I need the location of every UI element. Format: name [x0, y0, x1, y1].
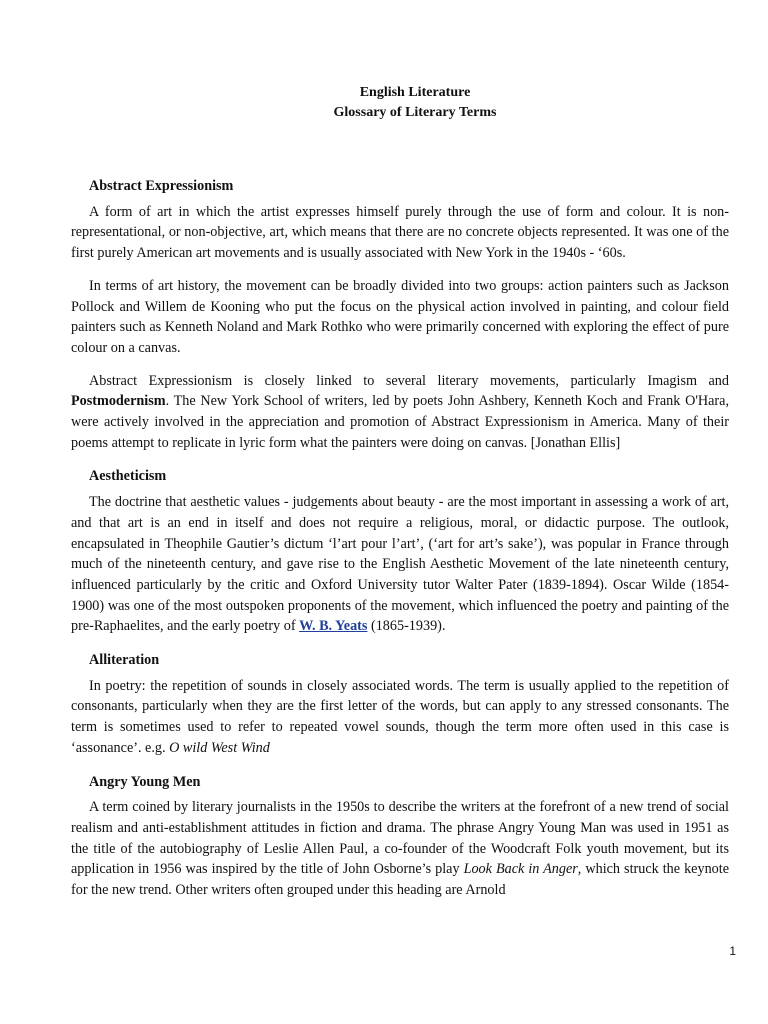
term-alliteration: Alliteration [89, 652, 160, 669]
paragraph-text: , which struck the keynote for the new trend. Other writers often grouped under this heading are Arnold [71, 861, 729, 899]
paragraph-text: A term coined by literary journalists in the 1950s to describe the writers at the forefront of a new trend of social realism and anti-establishment attitudes in fiction and drama. The phrase Angry Young Man was used in 1951 as the title of the autobiography of Leslie Allen Paul, a co-founder of the Woodcraft Folk youth movement, but its application in 1956 was inspired by the title of John Osborne’s play [71, 799, 729, 878]
example-quote: O wild West Wind [169, 739, 270, 756]
yeats-link[interactable]: W. B. Yeats [299, 618, 368, 635]
definition-paragraph [71, 676, 729, 759]
document-subtitle: Glossary of Literary Terms [333, 105, 497, 120]
document-title: English Literature [359, 85, 471, 100]
definition-paragraph [71, 797, 729, 901]
cross-reference-postmodernism: Postmodernism [71, 393, 166, 410]
paragraph-text: (1865-1939). [367, 618, 446, 635]
paragraph-text: In poetry: the repetition of sounds in closely associated words. The term is usually applied to the repetition of consonants, particularly when they are the first letter of the words, but can apply to any stressed consonants. The term is sometimes used to refer to repeated vowel sounds, though the term more often used in this case is ‘assonance’. e.g. [71, 677, 729, 756]
page-number: 1 [729, 944, 736, 958]
term-aestheticism: Aestheticism [89, 468, 167, 485]
paragraph-text: The doctrine that aesthetic values - judgements about beauty - are the most important in assessing a work of art, and that art is an end in itself and does not require a religious, moral, or didactic purpose. The outlook, encapsulated in Theophile Gautier’s dictum ‘l’art pour l’art’, (‘art for art’s sake’), was popular in France through much of the nineteenth century, and gave rise to the English Aesthetic Movement of the late nineteenth century, influenced particularly by the critic and Oxford University tutor Walter Pater (1839-1894). Oscar Wilde (1854-1900) was one of the most outspoken proponents of the movement, which influenced the poetry and painting of the pre-Raphaelites, and the early poetry of [71, 494, 729, 635]
definition-paragraph: In terms of art history, the movement can be broadly divided into two groups: action painters such as Jackson Pollock and Willem de Kooning who put the focus on the physical action involved in painting, and colour field painters such as Kenneth Noland and Mark Rothko who were primarily concerned with exploring the effect of pure colour on a canvas. [71, 277, 729, 356]
definition-paragraph [71, 371, 729, 454]
document-header [0, 83, 768, 123]
definition-paragraph: A form of art in which the artist expresses himself purely through the use of form and colour. It is non-representational, or non-objective, art, which means that there are no concrete objects represented. It was one of the first purely American art movements and is usually associated with New York in the 1940s - ‘60s. [71, 203, 729, 262]
term-abstract-expressionism: Abstract Expressionism [89, 178, 234, 194]
glossary-body [71, 176, 729, 913]
play-title: Look Back in Anger [463, 861, 578, 878]
term-angry-young-men: Angry Young Men [89, 773, 201, 790]
definition-paragraph [71, 492, 729, 637]
paragraph-text: . The New York School of writers, led by poets John Ashbery, Kenneth Koch and Frank O'Hara, were actively involved in the appreciation and promotion of Abstract Expressionism in America. Many of their poems attempt to replicate in lyric form what the painters were doing on canvas. [Jonathan Ellis] [71, 393, 729, 451]
paragraph-text: Abstract Expressionism is closely linked to several literary movements, particularly Imagism and [89, 372, 729, 389]
